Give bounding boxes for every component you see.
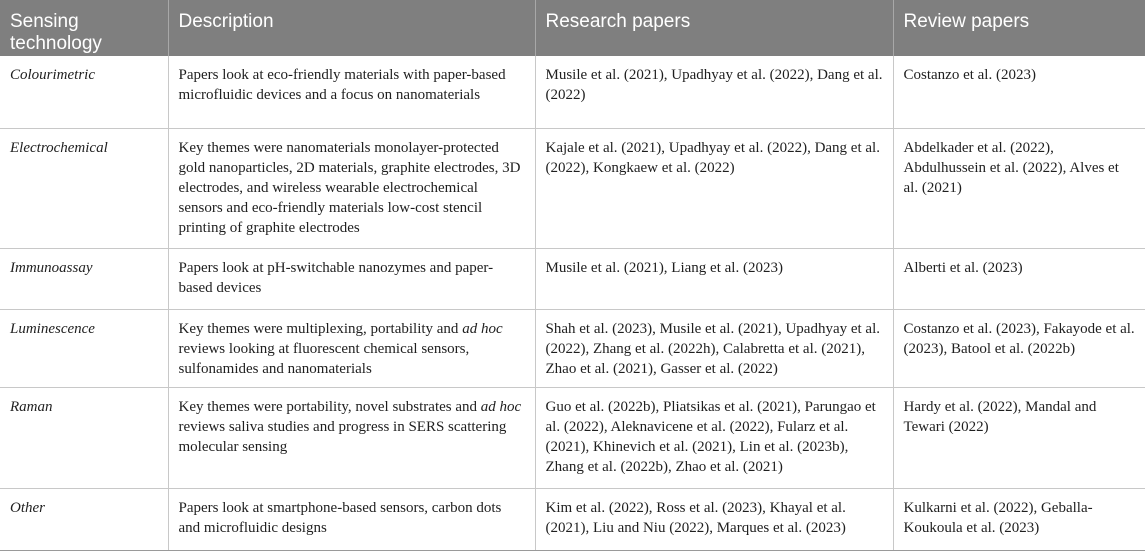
table-row [0,248,1145,309]
cell-description: Papers look at pH-switchable nanozymes and paper-based devices [168,248,535,309]
description-text: Key themes were multiplexing, portability and [178,320,463,337]
description-text: reviews saliva studies and progress in SERS scattering molecular sensing [178,418,507,455]
table-row [0,128,1145,248]
cell-review-papers: Costanzo et al. (2023), Fakayode et al. (2023), Batool et al. (2022b) [893,309,1145,387]
cell-research-papers: Guo et al. (2022b), Pliatsikas et al. (2021), Parungao et al. (2022), Aleknavicene et al. (2022), Fularz et al. (2021), Khinevich et al. (2021), Lin et al. (2023b), Zhang et al. (2022b), Zhao et al. (2021) [535,387,893,488]
cell-technology: Other [0,488,168,550]
header-research-papers: Research papers [535,0,893,56]
cell-description [168,309,535,387]
cell-review-papers: Costanzo et al. (2023) [893,56,1145,128]
table-row [0,488,1145,550]
table-row [0,387,1145,488]
cell-review-papers: Abdelkader et al. (2022), Abdulhussein et al. (2022), Alves et al. (2021) [893,128,1145,248]
cell-technology: Raman [0,387,168,488]
cell-technology: Colourimetric [0,56,168,128]
cell-description: Papers look at eco-friendly materials with paper-based microfluidic devices and a focus on nanomaterials [168,56,535,128]
description-italic-text: ad hoc [462,320,503,337]
cell-review-papers: Hardy et al. (2022), Mandal and Tewari (2022) [893,387,1145,488]
cell-research-papers: Kajale et al. (2021), Upadhyay et al. (2022), Dang et al. (2022), Kongkaew et al. (2022) [535,128,893,248]
cell-technology: Electrochemical [0,128,168,248]
cell-technology: Immunoassay [0,248,168,309]
cell-review-papers: Alberti et al. (2023) [893,248,1145,309]
cell-description: Key themes were nanomaterials monolayer-protected gold nanoparticles, 2D materials, graphite electrodes, 3D electrodes, and wireless wearable electrochemical sensors and eco-friendly materials low-cost stencil printing of graphite electrodes [168,128,535,248]
cell-description [168,387,535,488]
cell-technology: Luminescence [0,309,168,387]
description-text: reviews looking at fluorescent chemical sensors, sulfonamides and nanomaterials [178,340,470,377]
header-description: Description [168,0,535,56]
cell-research-papers: Kim et al. (2022), Ross et al. (2023), Khayal et al. (2021), Liu and Niu (2022), Marques et al. (2023) [535,488,893,550]
table-row [0,309,1145,387]
cell-description: Papers look at smartphone-based sensors, carbon dots and microfluidic designs [168,488,535,550]
description-text: Key themes were portability, novel substrates and [178,398,481,415]
cell-research-papers: Musile et al. (2021), Upadhyay et al. (2022), Dang et al. (2022) [535,56,893,128]
cell-review-papers: Kulkarni et al. (2022), Geballa-Koukoula et al. (2023) [893,488,1145,550]
cell-research-papers: Shah et al. (2023), Musile et al. (2021), Upadhyay et al. (2022), Zhang et al. (2022h), Calabretta et al. (2021), Zhao et al. (2021), Gasser et al. (2022) [535,309,893,387]
header-review-papers: Review papers [893,0,1145,56]
table-header-row [0,0,1145,56]
header-sensing-technology: Sensing technology [0,0,168,56]
table-row [0,56,1145,128]
cell-research-papers: Musile et al. (2021), Liang et al. (2023) [535,248,893,309]
description-italic-text: ad hoc [480,398,522,415]
